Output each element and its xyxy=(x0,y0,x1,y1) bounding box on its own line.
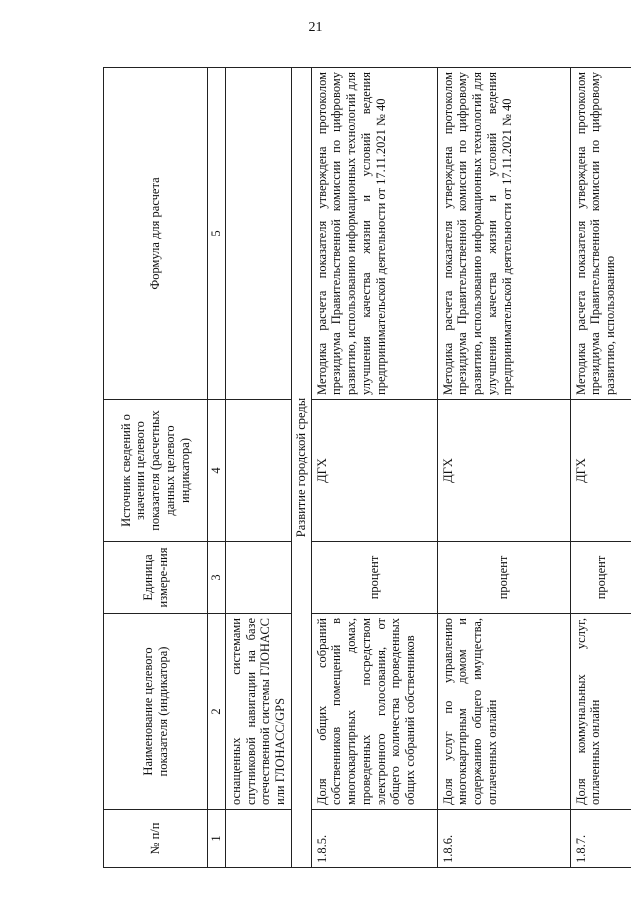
page-number: 21 xyxy=(308,20,323,35)
unit: процент xyxy=(437,542,570,614)
header-indicator-name: Наименование целевого показателя (индикатора) xyxy=(104,614,208,810)
header-source: Источник сведений о значении целевого показателя (расчетных данных целевого индикатора) xyxy=(104,400,208,542)
row-number: 1.8.5. xyxy=(311,810,437,868)
indicator-name: Доля общих собраний собственников помещений в многоквартирных домах, проведенных посредством электронного голосования, от общего количества проведенных общих собраний собственников xyxy=(311,614,437,810)
formula: Методика расчета показателя утверждена протоколом президиума Правительственной комиссии по цифровому развитию, использованию информационных технологий для улучшения качества жизни и условий ведения предпринимательской деятельности от 17.11.2021 № 40 xyxy=(311,68,437,400)
col-number-2: 2 xyxy=(208,614,226,810)
table-row-continued xyxy=(225,68,291,868)
formula: Методика расчета показателя утверждена протоколом президиума Правительственной комиссии по цифровому развитию, использованию xyxy=(570,68,631,400)
table-header-row xyxy=(104,68,208,868)
col-number-5: 5 xyxy=(208,68,226,400)
section-title: Развитие городской среды xyxy=(291,68,311,868)
table-row xyxy=(437,68,570,868)
table-row xyxy=(311,68,437,868)
rotated-table-container xyxy=(103,68,615,868)
row-number: 1.8.6. xyxy=(437,810,570,868)
formula: Методика расчета показателя утверждена протоколом президиума Правительственной комиссии по цифровому развитию, использованию информационных технологий для улучшения качества жизни и условий ведения предпринимательской деятельности от 17.11.2021 № 40 xyxy=(437,68,570,400)
unit: процент xyxy=(570,542,631,614)
section-row xyxy=(291,68,311,868)
header-formula: Формула для расчета xyxy=(104,68,208,400)
header-number: № п/п xyxy=(104,810,208,868)
column-number-row xyxy=(208,68,226,868)
continued-indicator-name: оснащенных системами спутниковой навигации на базе отечественной системы ГЛОНАСС или ГЛОНАСС/GPS xyxy=(225,614,291,810)
unit: процент xyxy=(311,542,437,614)
indicators-table xyxy=(103,67,631,868)
source: ДГХ xyxy=(437,400,570,542)
table-row xyxy=(570,68,631,868)
col-number-1: 1 xyxy=(208,810,226,868)
source: ДГХ xyxy=(311,400,437,542)
col-number-3: 3 xyxy=(208,542,226,614)
source: ДГХ xyxy=(570,400,631,542)
indicator-name: Доля услуг по управлению многоквартирным домом и содержанию общего имущества, оплаченных онлайн xyxy=(437,614,570,810)
col-number-4: 4 xyxy=(208,400,226,542)
indicator-name: Доля коммунальных услуг, оплаченных онлайн xyxy=(570,614,631,810)
header-unit: Единица измере-ния xyxy=(104,542,208,614)
row-number: 1.8.7. xyxy=(570,810,631,868)
